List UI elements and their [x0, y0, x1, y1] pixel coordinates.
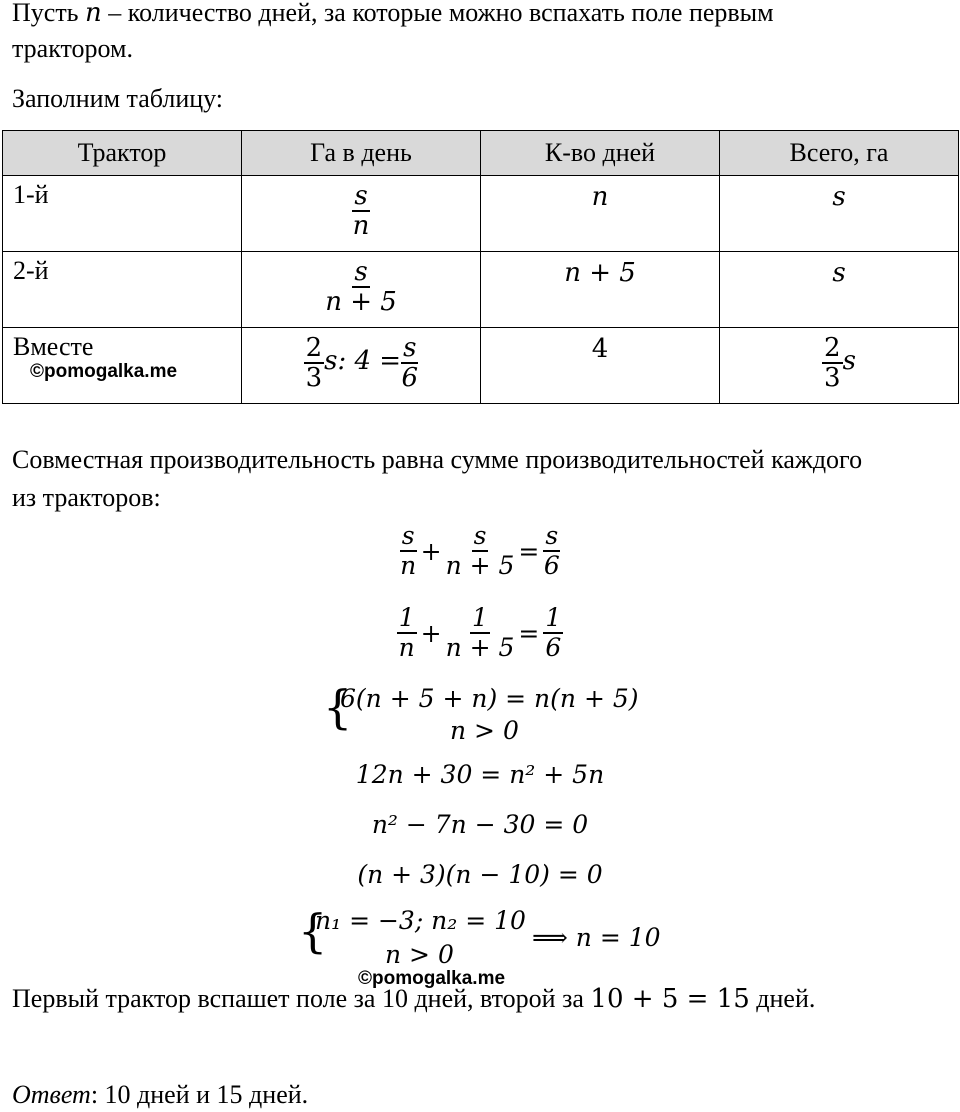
system2-line2: n > 0	[385, 940, 454, 969]
header-days: К-во дней	[481, 131, 720, 176]
system2-result: ⟹ n = 10	[532, 923, 661, 952]
intro-line-1: Пусть n – количество дней, за которые можно вспахать поле первым	[12, 0, 774, 28]
conclusion: Первый трактор вспашет поле за 10 дней, второй за 10 + 5 = 15 дней.	[12, 984, 816, 1014]
explanation-line-2: из тракторов:	[12, 483, 161, 512]
system1-line1: 6(n + 5 + n) = n(n + 5)	[340, 684, 639, 713]
equation-3: 12n + 30 = n² + 5n	[355, 760, 605, 789]
header-total: Всего, га	[720, 131, 959, 176]
row1-days: n	[481, 176, 720, 252]
system1-line2: n > 0	[450, 716, 519, 745]
table-row	[3, 252, 959, 328]
equation-5: (n + 3)(n − 10) = 0	[357, 860, 603, 889]
answer-label: Ответ	[12, 1080, 91, 1109]
system2-line1: n₁ = −3; n₂ = 10	[315, 906, 526, 935]
brace-icon: {	[323, 680, 353, 734]
row1-rate: $\frac{s}{n}$	[242, 176, 481, 252]
intro-line-2: трактором.	[12, 34, 133, 63]
row2-days: n + 5	[481, 252, 720, 328]
table-header-row	[3, 131, 959, 176]
answer-text: : 10 дней и 15 дней.	[90, 1080, 309, 1109]
header-tractor: Трактор	[3, 131, 242, 176]
explanation-line-1: Совместная производительность равна сумме производительностей каждого	[12, 445, 863, 474]
watermark-bottom: ©pomogalka.me	[358, 968, 506, 989]
equation-4: n² − 7n − 30 = 0	[371, 810, 589, 839]
header-rate: Га в день	[242, 131, 481, 176]
row2-label: 2-й	[3, 252, 242, 328]
row3-label: Вместе	[3, 328, 242, 404]
watermark-table: ©pomogalka.me	[30, 361, 178, 382]
row1-label: 1-й	[3, 176, 242, 252]
row3-rate: $\frac{2}{3}$ s: 4 = $\frac{s}{6}$	[242, 328, 481, 404]
answer	[12, 1078, 308, 1112]
row2-rate: $\frac{s}{n + 5}$	[242, 252, 481, 328]
fill-table-label: Заполним таблицу:	[12, 84, 224, 113]
row1-total: s	[720, 176, 959, 252]
brace-icon: {	[298, 904, 328, 958]
equation-2: $\frac{1}{n}$ + $\frac{1}{n + 5}$ = $\frac{1}{6}$	[398, 603, 562, 662]
table-row	[3, 176, 959, 252]
row3-total: $\frac{2}{3}$ s	[720, 328, 959, 404]
row3-days: 4	[481, 328, 720, 404]
row2-total: s	[720, 252, 959, 328]
equation-1: $\frac{s}{n}$ + $\frac{s}{n + 5}$ = $\frac{s}{6}$	[400, 521, 560, 580]
